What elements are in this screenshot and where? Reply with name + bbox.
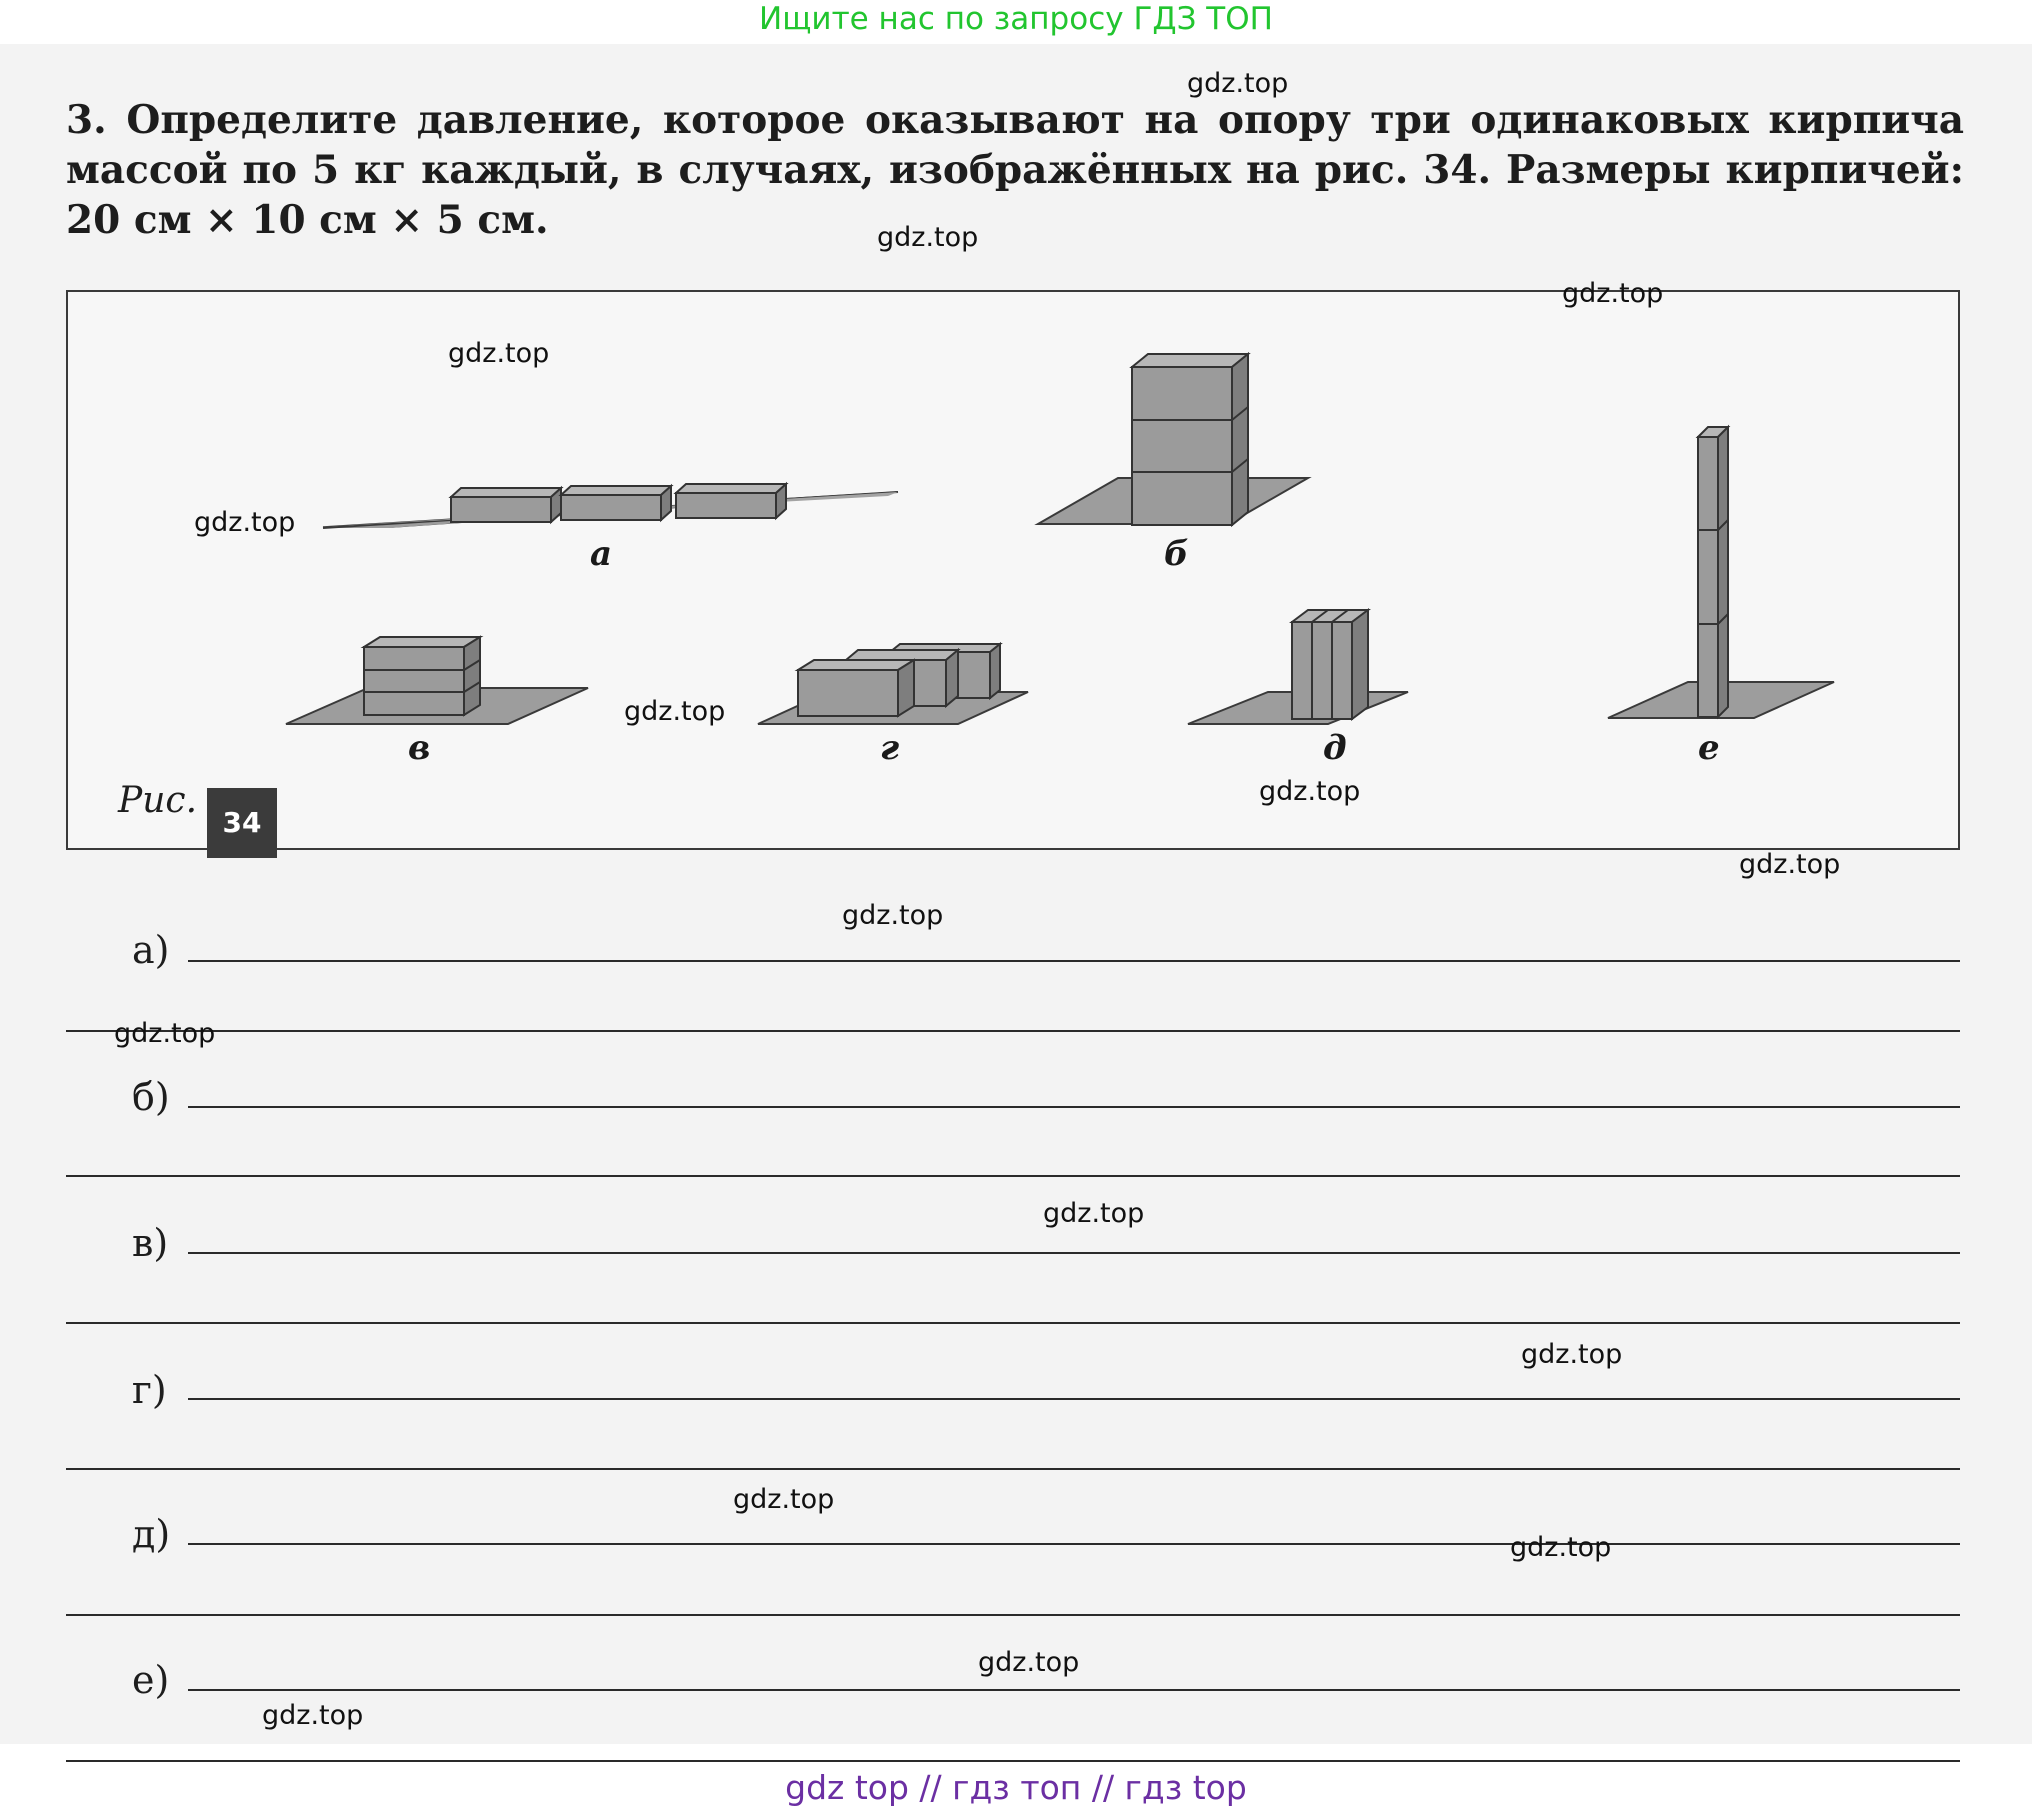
- watermark: gdz.top: [1043, 1198, 1145, 1229]
- watermark: gdz.top: [114, 1018, 216, 1049]
- figure-label-g: г: [880, 728, 900, 768]
- watermark: gdz.top: [1521, 1339, 1623, 1370]
- watermark: gdz.top: [1510, 1532, 1612, 1563]
- answer-line[interactable]: [66, 1760, 1960, 1762]
- figure-label-a: а: [590, 534, 613, 574]
- figure-caption-label: Рис.: [118, 780, 198, 821]
- watermark: gdz.top: [1259, 776, 1361, 807]
- case-a-bricks-flat: [323, 484, 898, 528]
- top-banner[interactable]: Ищите нас по запросу ГДЗ ТОП: [759, 1, 1273, 37]
- answer-line[interactable]: [66, 1322, 1960, 1324]
- case-e-bricks-stacked-upright: [1608, 427, 1834, 718]
- watermark: gdz.top: [1739, 849, 1841, 880]
- task-number: 3.: [66, 97, 107, 143]
- figure-34: [66, 290, 1960, 850]
- watermark: gdz.top: [978, 1647, 1080, 1678]
- answer-label-g: г): [132, 1368, 167, 1412]
- case-g-bricks-side-by-side: [758, 644, 1028, 724]
- watermark: gdz.top: [262, 1700, 364, 1731]
- figure-label-b: б: [1164, 534, 1189, 574]
- figure-number-badge: 34: [207, 788, 277, 858]
- watermark: gdz.top: [448, 338, 550, 369]
- watermark: gdz.top: [624, 696, 726, 727]
- watermark: gdz.top: [194, 507, 296, 538]
- answer-line[interactable]: [188, 960, 1960, 962]
- watermark: gdz.top: [1187, 68, 1289, 99]
- watermark: gdz.top: [842, 900, 944, 931]
- answer-label-d: д): [132, 1512, 171, 1556]
- answer-label-a: а): [132, 928, 170, 972]
- task-statement: [66, 95, 1964, 245]
- case-d-bricks-upright-row: [1188, 610, 1408, 724]
- watermark: gdz.top: [1562, 278, 1664, 309]
- answer-label-v: в): [132, 1221, 169, 1265]
- case-b-bricks-stacked-edge: [1038, 354, 1308, 525]
- figure-label-d: д: [1323, 728, 1347, 768]
- watermark: gdz.top: [877, 222, 979, 253]
- answer-line[interactable]: [188, 1106, 1960, 1108]
- bricks-illustration: [68, 292, 1958, 848]
- figure-caption: [118, 780, 277, 858]
- answer-label-e: е): [132, 1658, 170, 1702]
- answer-line[interactable]: [188, 1689, 1960, 1691]
- answer-label-b: б): [132, 1075, 170, 1119]
- figure-label-e: е: [1698, 728, 1720, 768]
- answer-line[interactable]: [188, 1398, 1960, 1400]
- answer-line[interactable]: [66, 1614, 1960, 1616]
- footer-links[interactable]: gdz top // гдз топ // гдз top: [785, 1768, 1247, 1807]
- answer-line[interactable]: [188, 1543, 1960, 1545]
- figure-label-v: в: [408, 728, 431, 768]
- answer-line[interactable]: [188, 1252, 1960, 1254]
- answer-line[interactable]: [66, 1468, 1960, 1470]
- answer-line[interactable]: [66, 1175, 1960, 1177]
- watermark: gdz.top: [733, 1484, 835, 1515]
- case-v-bricks-stacked-flat: [286, 637, 588, 724]
- task-text: Определите давление, которое оказывают на опору три одинаковых кирпича массой по 5 кг каждый, в случаях, изображённых на рис. 34. Размеры кирпичей: 20 см × 10 см × 5 см.: [66, 97, 1965, 243]
- answer-line[interactable]: [66, 1030, 1960, 1032]
